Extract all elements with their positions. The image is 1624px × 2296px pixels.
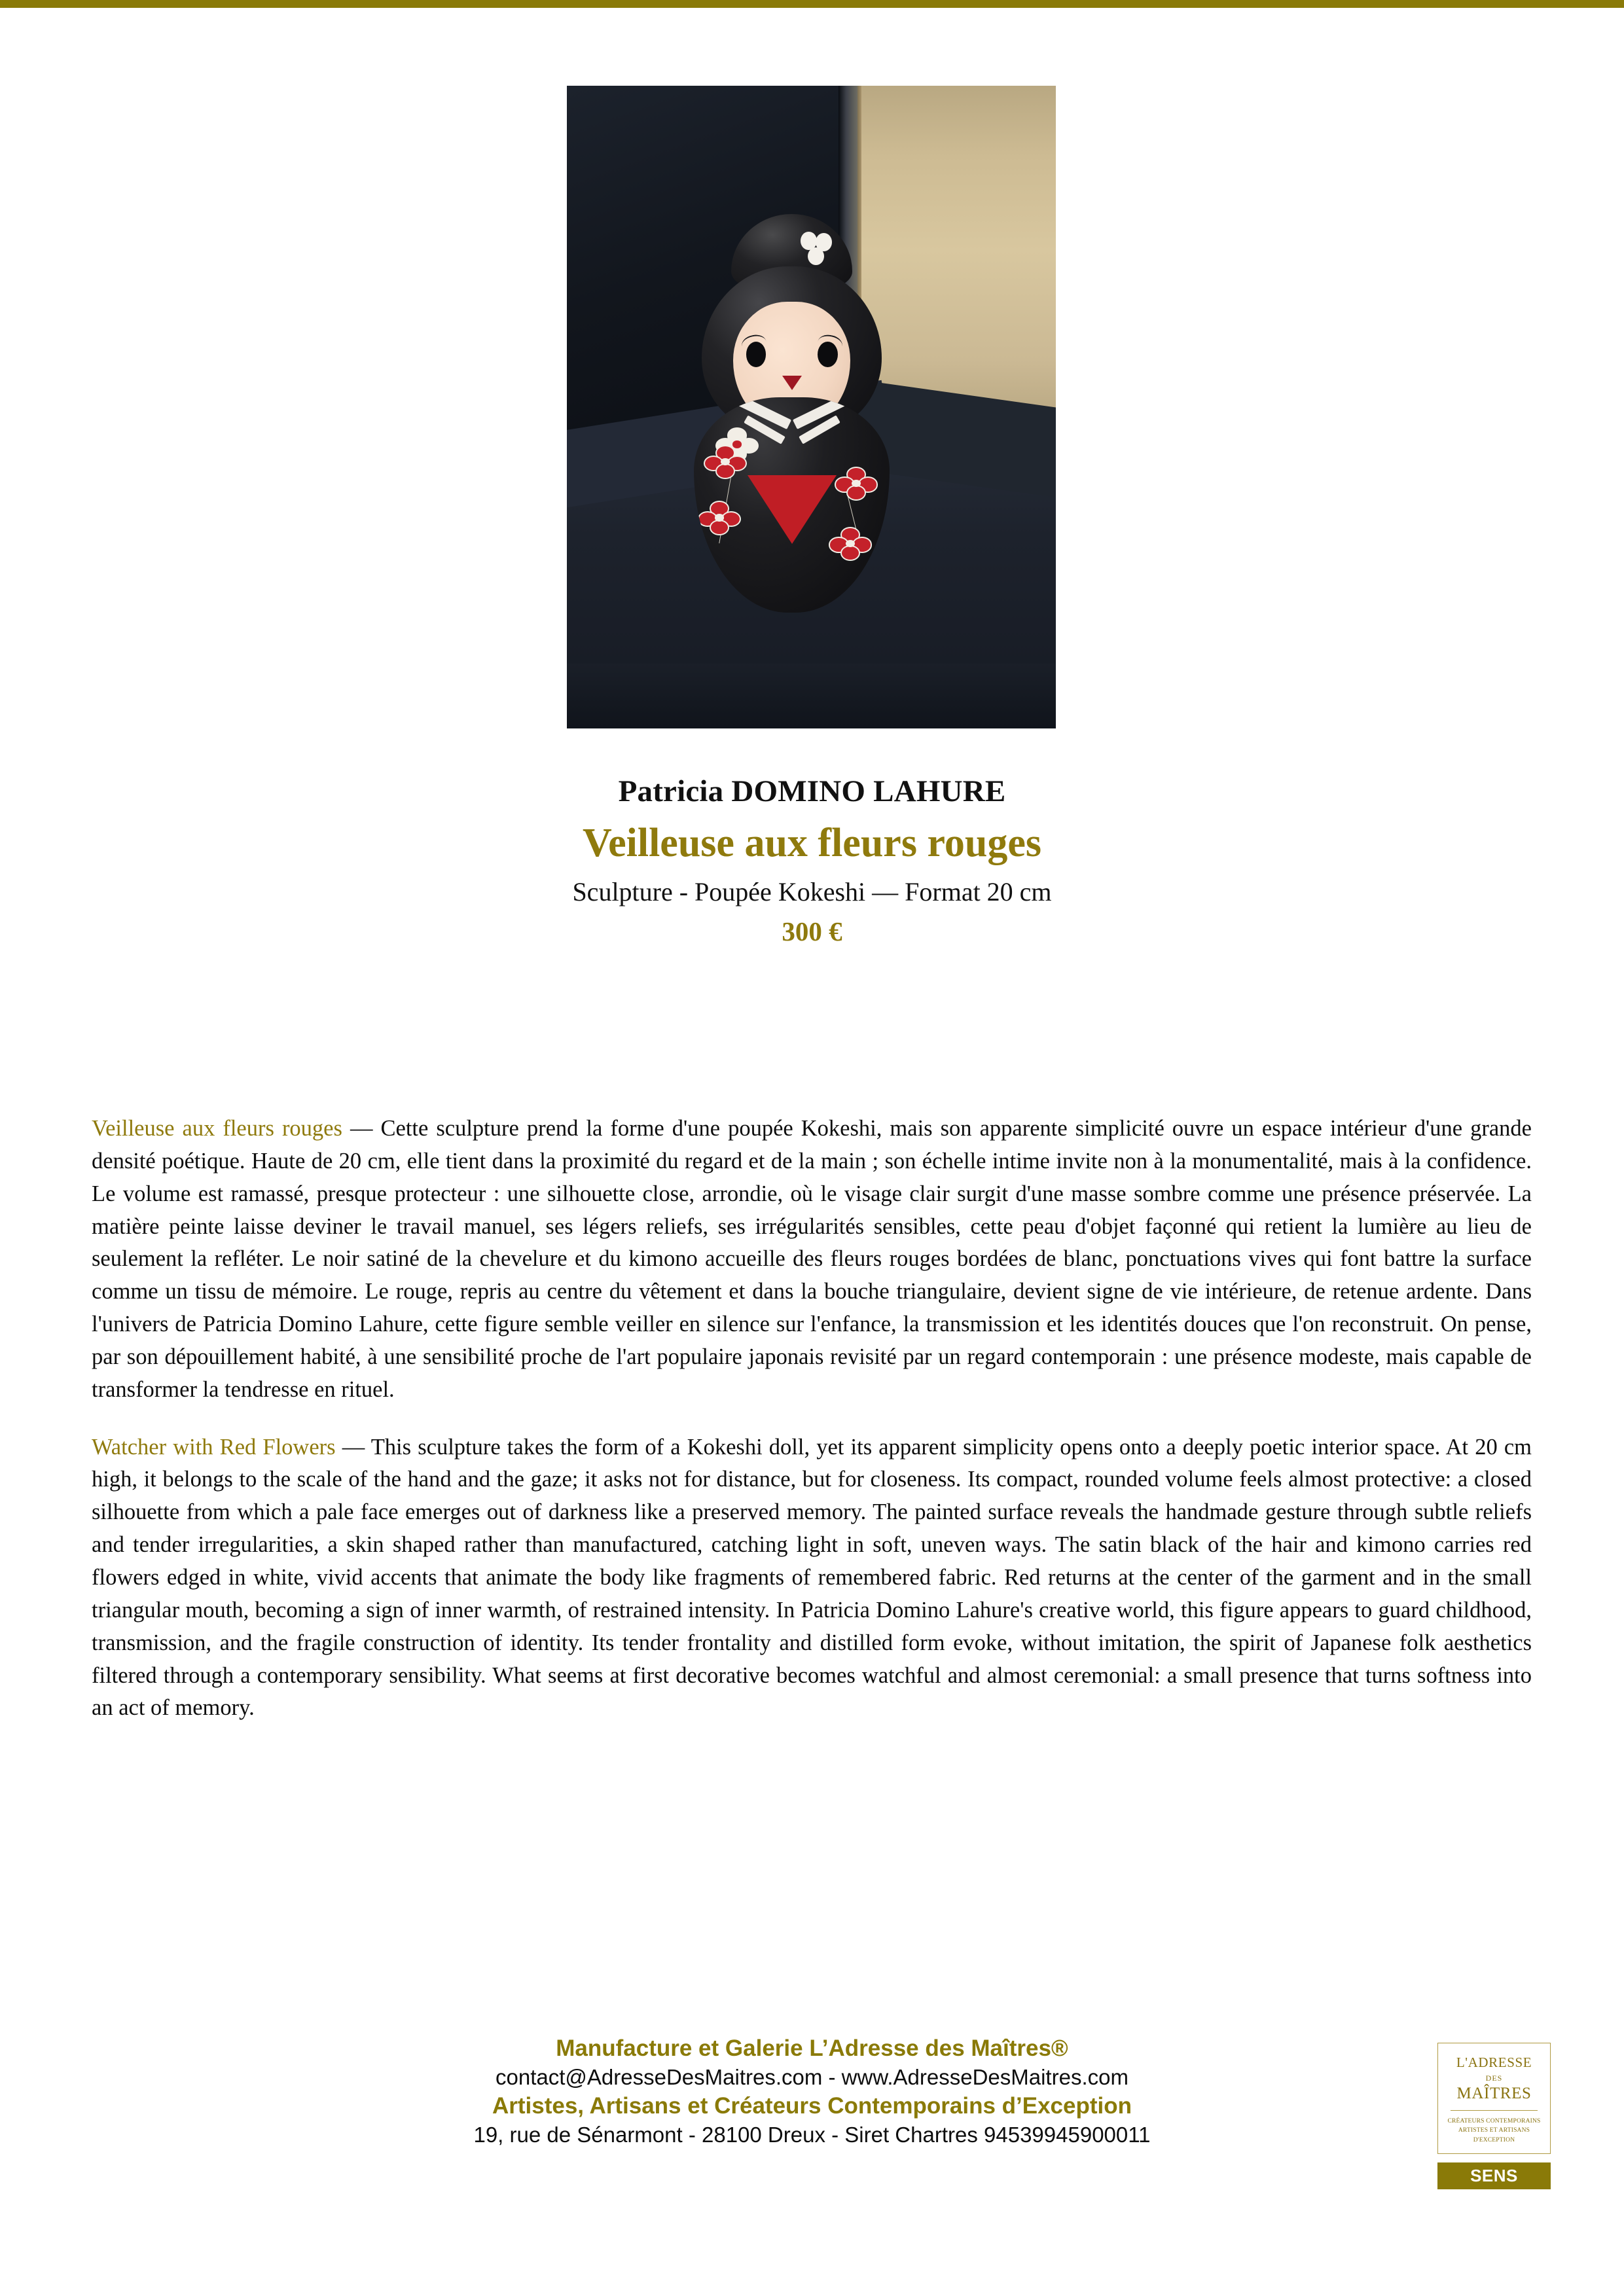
brand-logo-block xyxy=(1437,2043,1552,2189)
artwork-photo xyxy=(567,86,1056,728)
doll-red-flower-icon xyxy=(835,467,878,501)
description-dash-en: — xyxy=(335,1434,371,1460)
description-lead-en: Watcher with Red Flowers xyxy=(92,1434,336,1460)
doll-red-flower-icon xyxy=(704,445,747,480)
artwork-title: Veilleuse aux fleurs rouges xyxy=(583,821,1041,865)
description-paragraph-en xyxy=(92,1431,1532,1725)
description-body xyxy=(92,1113,1532,1749)
description-dash-fr: — xyxy=(342,1116,381,1141)
doll-bun-white-flower-icon xyxy=(801,232,832,265)
footer-company-name: Manufacture et Galerie L’Adresse des Maîtres® xyxy=(556,2036,1068,2061)
footer-address: 19, rue de Sénarmont - 28100 Dreux - Siret Chartres 94539945900011 xyxy=(473,2122,1151,2147)
artwork-photo-canvas xyxy=(567,86,1056,728)
logo-line-des: DES xyxy=(1485,2073,1503,2083)
artwork-price: 300 € xyxy=(782,916,842,946)
kokeshi-doll-figure xyxy=(694,214,890,613)
doll-eye-right xyxy=(818,342,837,367)
artwork-title-block xyxy=(0,774,1624,947)
description-text-fr: Cette sculpture prend la forme d'une poupée Kokeshi, mais son apparente simplicité ouvre un espace intérieur d'une grande densité poétique. Haute de 20 cm, elle tient dans la proximité du regard et de la main ; son échelle intime invite non à la monumentalité, mais à la confidence. Le volume est ramassé, presque protecteur : une silhouette close, arrondie, où le visage clair surgit d'une masse sombre comme une présence préservée. La matière peinte laisse deviner le travail manuel, ses légers reliefs, ses irrégularités sensibles, cette peau d'objet façonné qui retient la lumière au lieu de seulement la refléter. Le noir satiné de la chevelure et du kimono accueille des fleurs rouges bordées de blanc, ponctuations vives qui font battre la surface comme un tissu de mémoire. Le rouge, repris au centre du vêtement et dans la bouche triangulaire, devient signe de vie intérieure, de retenue ardente. Dans l'univers de Patricia Domino Lahure, cette figure semble veiller en silence sur l'enfance, la transmission et les identités douces que l'on reconstruit. On pense, par son dépouillement habité, à une sensibilité proche de l'art populaire japonais revisité par un regard contemporain : une présence modeste, mais capable de transformer la tendresse en rituel. xyxy=(92,1116,1532,1402)
top-gold-rule xyxy=(0,0,1624,8)
photo-cloth-front-face xyxy=(567,664,1056,728)
logo-line-maitres: MAÎTRES xyxy=(1456,2085,1532,2103)
doll-triangular-mouth xyxy=(782,376,802,390)
logo-line-adresse: L'ADRESSE xyxy=(1456,2054,1532,2070)
footer-contact-links[interactable]: contact@AdresseDesMaitres.com - www.AdresseDesMaitres.com xyxy=(496,2064,1128,2089)
logo-divider xyxy=(1451,2110,1538,2111)
description-lead-fr: Veilleuse aux fleurs rouges xyxy=(92,1116,342,1141)
page-footer xyxy=(0,2034,1624,2230)
doll-red-flower-icon xyxy=(829,527,872,562)
doll-red-center-panel xyxy=(748,475,837,544)
logo-tagline-line-1: CRÉATEURS CONTEMPORAINS xyxy=(1447,2118,1541,2125)
sens-badge: SENS xyxy=(1437,2162,1551,2189)
document-page xyxy=(0,8,1624,2296)
footer-tagline: Artistes, Artisans et Créateurs Contemporains d’Exception xyxy=(492,2093,1132,2119)
description-text-en: This sculpture takes the form of a Kokeshi doll, yet its apparent simplicity opens onto a deeply poetic interior space. At 20 cm high, it belongs to the scale of the hand and the gaze; it asks not for distance, but for closeness. Its compact, rounded volume feels almost protective: a closed silhouette from which a pale face emerges out of darkness like a preserved memory. The painted surface reveals the handmade gesture through subtle reliefs and tender irregularities, a skin shaped rather than manufactured, catching light in soft, uneven ways. The satin black of the hair and kimono carries red flowers edged in white, vivid accents that animate the body like fragments of remembered fabric. Red returns at the center of the garment and in the small triangular mouth, becoming a sign of inner warmth, of restrained intensity. In Patricia Domino Lahure's creative world, this figure appears to guard childhood, transmission, and the fragile construction of identity. Its tender frontality and distilled form evoke, without imitation, the spirit of Japanese folk aesthetics filtered through a contemporary sensibility. What seems at first decorative becomes watchful and almost ceremonial: a small presence that turns softness into an act of memory. xyxy=(92,1434,1532,1721)
logo-tagline-line-2: ARTISTES ET ARTISANS xyxy=(1458,2127,1530,2134)
artwork-medium-format: Sculpture - Poupée Kokeshi — Format 20 cm xyxy=(572,877,1052,906)
description-paragraph-fr xyxy=(92,1113,1532,1407)
doll-eye-left xyxy=(746,342,766,367)
brand-logo-card xyxy=(1437,2043,1551,2154)
footer-contact-block xyxy=(0,2034,1624,2149)
logo-tagline-line-3: D'EXCEPTION xyxy=(1473,2136,1515,2144)
doll-red-flower-icon xyxy=(698,501,741,535)
artist-name: Patricia DOMINO LAHURE xyxy=(618,774,1006,808)
doll-kimono-body xyxy=(694,397,890,613)
